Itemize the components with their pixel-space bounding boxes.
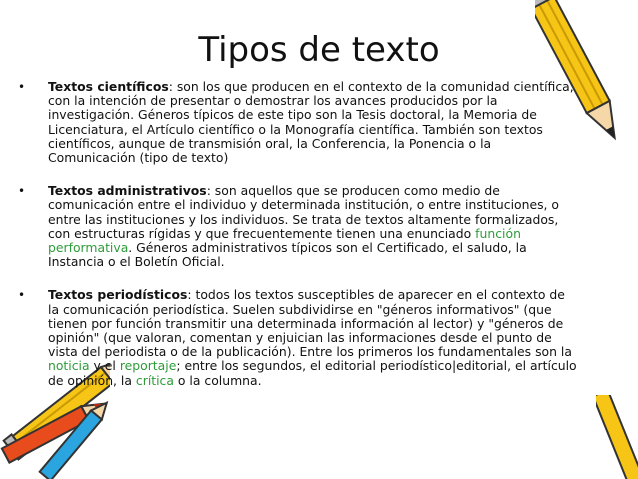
pencil-right-bottom-icon [596,395,638,479]
item-text: : son los que producen en el contexto de la comunidad científica, con la intención de presentar o demostrar los avances producidos por la investigación. Géneros típicos de este tipo son la Tesis doctoral, la Memoria de Licenciatura, el Artículo científico o la Monografía científica. También son textos científicos, aunque de transmisión oral, la Conferencia, la Ponencia o la Comunicación (tipo de texto) [48,79,574,166]
bullet-dot: • [18,184,26,199]
item-term: Textos administrativos [48,183,207,199]
item-term: Textos periodísticos [48,287,188,303]
item-text: y el [89,358,120,374]
link-noticia[interactable]: noticia [48,358,90,374]
item-term: Textos científicos [48,79,169,94]
list-item [18,184,578,269]
bullet-dot: • [18,80,26,94]
bullet-list [18,80,578,407]
page-title: Tipos de texto [198,30,440,70]
link-reportaje[interactable]: reportaje [119,358,177,374]
item-text: : son aquellos que se producen como medio de comunicación entre el individuo y determinada institución, o entre instituciones, o entre las instituciones y los individuos. Se trata de textos altamente formalizados, con estructuras rígidas y que frecuentemente tienen una enunciado [48,183,560,241]
link-critica[interactable]: crítica [135,372,174,388]
link-funcion-performativa[interactable]: función performativa [48,225,521,256]
item-text: o la columna. [173,372,262,388]
item-text: : todos los textos susceptibles de aparecer en el contexto de la comunicación periodística. Suelen subdividirse en "géneros informativos" (que tienen por función transmitir una determinada información al lector) y "géneros de opinión" (que valoran, comentan y enjuician las informaciones desde el punto de vista del periodista o de la publicación). Entre los primeros los fundamentales son la [48,287,572,360]
item-text: . Géneros administrativos típicos son el Certificado, el saludo, la Instancia o el Boletín Oficial. [48,240,527,270]
list-item [18,288,578,387]
list-item [18,80,578,165]
item-text: ; entre los segundos, el editorial periodístico|editorial, el artículo de opinión, la [48,358,577,388]
bullet-dot: • [18,288,26,303]
